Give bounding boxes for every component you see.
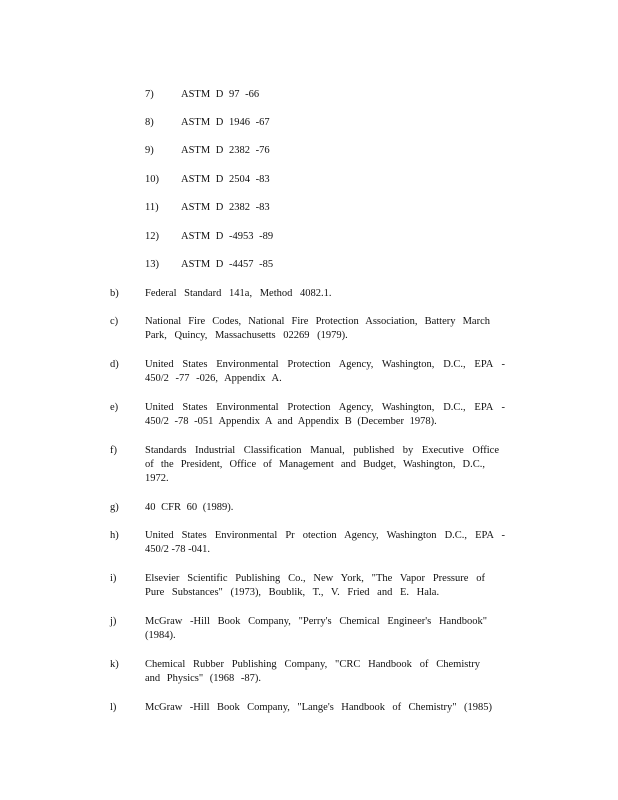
reference-text [145, 401, 505, 429]
reference-text [145, 315, 505, 343]
reference-text [145, 287, 505, 301]
reference-label: i) [110, 573, 117, 584]
item-text: ASTM D -4953 -89 [181, 231, 274, 242]
reference-text [145, 358, 505, 386]
reference-label: j) [110, 616, 117, 627]
reference-line: Elsevier Scientific Publishing Co., New York, "The Vapor Pressure of [145, 573, 485, 584]
item-number: 13) [145, 259, 159, 270]
item-number: 9) [145, 145, 154, 156]
reference-line: 1972. [145, 473, 169, 484]
reference-text [145, 615, 505, 643]
reference-line: of the President, Office of Management and Budget, Washington, D.C., [145, 459, 485, 470]
reference-label: c) [110, 316, 119, 327]
reference-text [145, 529, 505, 557]
reference-line: Federal Standard 141a, Method 4082.1. [145, 288, 332, 299]
item-text: ASTM D -4457 -85 [181, 259, 274, 270]
reference-line: United States Environmental Protection Agency, Washington, D.C., EPA - [145, 402, 505, 413]
reference-line: Chemical Rubber Publishing Company, "CRC Handbook of Chemistry [145, 659, 480, 670]
item-text: ASTM D 1946 -67 [181, 117, 270, 128]
reference-label: h) [110, 530, 119, 541]
reference-label: f) [110, 445, 117, 456]
reference-text [145, 658, 505, 686]
item-number: 8) [145, 117, 154, 128]
reference-text [145, 501, 505, 515]
item-text: ASTM D 2382 -83 [181, 202, 270, 213]
item-number: 10) [145, 174, 159, 185]
reference-label: g) [110, 502, 119, 513]
reference-line: 450/2 -78 -041. [145, 544, 211, 555]
item-number: 7) [145, 89, 154, 100]
reference-line: 40 CFR 60 (1989). [145, 502, 234, 513]
reference-label: k) [110, 659, 119, 670]
reference-line: 450/2 -77 -026, Appendix A. [145, 373, 282, 384]
item-number: 11) [145, 202, 159, 213]
reference-line: 450/2 -78 -051 Appendix A and Appendix B (December 1978). [145, 416, 437, 427]
reference-line: United States Environmental Pr otection Agency, Washington D.C., EPA - [145, 530, 505, 541]
item-text: ASTM D 97 -66 [181, 89, 260, 100]
reference-text [145, 701, 505, 715]
reference-line: National Fire Codes, National Fire Protection Association, Battery March [145, 316, 490, 327]
item-text: ASTM D 2382 -76 [181, 145, 270, 156]
reference-label: d) [110, 359, 119, 370]
reference-label: l) [110, 702, 117, 713]
reference-line: United States Environmental Protection Agency, Washington, D.C., EPA - [145, 359, 505, 370]
reference-line: McGraw -Hill Book Company, "Perry's Chemical Engineer's Handbook" [145, 616, 487, 627]
reference-label: e) [110, 402, 119, 413]
reference-line: McGraw -Hill Book Company, "Lange's Handbook of Chemistry" (1985) [145, 702, 492, 713]
reference-label: b) [110, 288, 119, 299]
reference-line: Standards Industrial Classification Manual, published by Executive Office [145, 445, 499, 456]
reference-line: and Physics" (1968 -87). [145, 673, 262, 684]
reference-line: (1984). [145, 630, 176, 641]
reference-text [145, 572, 505, 600]
item-number: 12) [145, 231, 159, 242]
reference-text [145, 444, 505, 486]
reference-line: Pure Substances" (1973), Boublik, T., V. Fried and E. Hala. [145, 587, 440, 598]
reference-line: Park, Quincy, Massachusetts 02269 (1979). [145, 330, 348, 341]
item-text: ASTM D 2504 -83 [181, 174, 270, 185]
